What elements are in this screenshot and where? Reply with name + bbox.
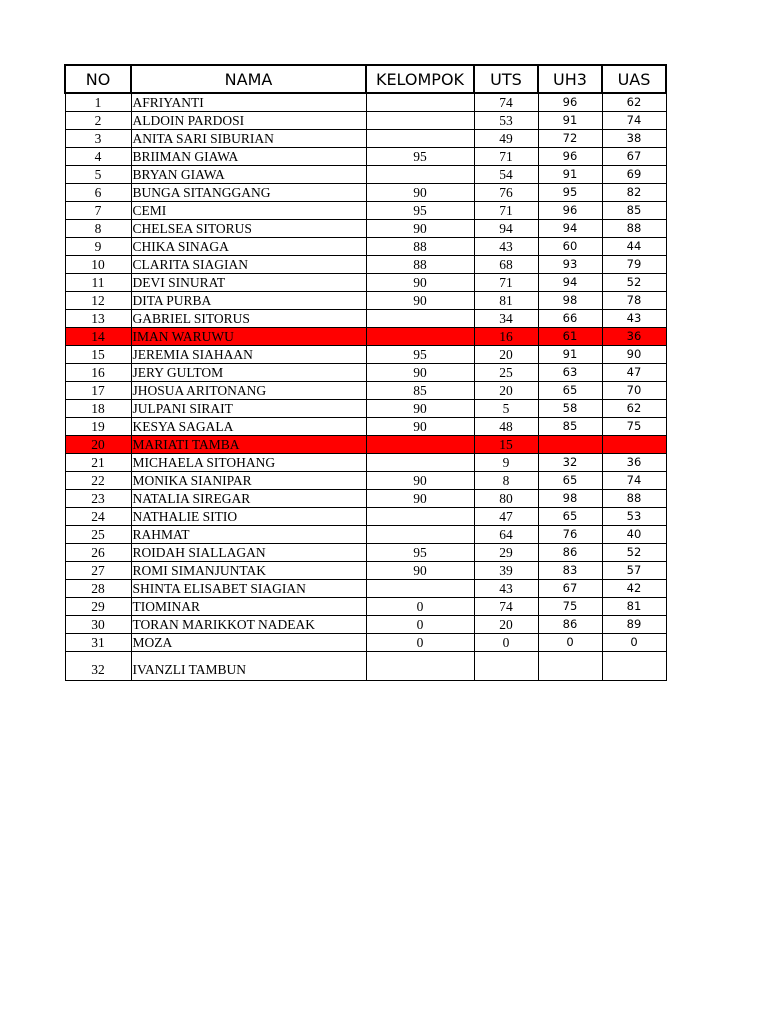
cell-uh3: 61 [538,328,602,346]
cell-uts: 74 [474,598,538,616]
cell-kelompok: 90 [366,472,474,490]
cell-nama: GABRIEL SITORUS [131,310,366,328]
cell-uas: 88 [602,220,666,238]
cell-nama: ROIDAH SIALLAGAN [131,544,366,562]
cell-uts: 49 [474,130,538,148]
cell-no: 20 [65,436,131,454]
cell-uts: 5 [474,400,538,418]
cell-nama: CHELSEA SITORUS [131,220,366,238]
cell-no: 30 [65,616,131,634]
cell-uts: 34 [474,310,538,328]
cell-kelompok: 90 [366,274,474,292]
cell-nama: IMAN WARUWU [131,328,366,346]
cell-nama: DITA PURBA [131,292,366,310]
table-row [65,616,666,634]
cell-uas: 90 [602,346,666,364]
table-row [65,580,666,598]
cell-no: 17 [65,382,131,400]
cell-no: 3 [65,130,131,148]
cell-uas: 52 [602,544,666,562]
cell-uts: 71 [474,148,538,166]
cell-uts: 43 [474,580,538,598]
cell-nama: MONIKA SIANIPAR [131,472,366,490]
cell-kelompok [366,580,474,598]
cell-uh3: 98 [538,292,602,310]
cell-nama: ANITA SARI SIBURIAN [131,130,366,148]
cell-kelompok: 90 [366,364,474,382]
cell-uas: 85 [602,202,666,220]
table-row [65,526,666,544]
cell-no: 16 [65,364,131,382]
cell-nama: SHINTA ELISABET SIAGIAN [131,580,366,598]
cell-nama: AFRIYANTI [131,93,366,112]
cell-no: 32 [65,652,131,681]
cell-nama: NATALIA SIREGAR [131,490,366,508]
cell-kelompok [366,526,474,544]
table-header [65,65,666,93]
cell-uh3 [538,652,602,681]
cell-no: 29 [65,598,131,616]
cell-no: 2 [65,112,131,130]
table-row [65,382,666,400]
cell-kelompok: 95 [366,346,474,364]
cell-no: 10 [65,256,131,274]
cell-uh3: 65 [538,472,602,490]
cell-uh3: 65 [538,382,602,400]
table-row [65,652,666,681]
cell-uts: 15 [474,436,538,454]
cell-uts: 39 [474,562,538,580]
cell-no: 13 [65,310,131,328]
cell-no: 1 [65,93,131,112]
cell-no: 25 [65,526,131,544]
cell-kelompok: 85 [366,382,474,400]
cell-uh3: 66 [538,310,602,328]
cell-uh3: 91 [538,346,602,364]
cell-kelompok: 95 [366,202,474,220]
cell-uts: 71 [474,274,538,292]
cell-uh3: 75 [538,598,602,616]
cell-uts: 25 [474,364,538,382]
cell-nama: BUNGA SITANGGANG [131,184,366,202]
table-row [65,418,666,436]
cell-uts: 8 [474,472,538,490]
cell-nama: IVANZLI TAMBUN [131,652,366,681]
cell-uh3: 96 [538,93,602,112]
header-uts: UTS [474,65,538,93]
table-row [65,454,666,472]
cell-uas: 62 [602,400,666,418]
table-row [65,436,666,454]
cell-kelompok: 90 [366,490,474,508]
cell-uh3: 76 [538,526,602,544]
cell-uas: 53 [602,508,666,526]
cell-nama: TORAN MARIKKOT NADEAK [131,616,366,634]
cell-uh3: 83 [538,562,602,580]
header-uh3: UH3 [538,65,602,93]
header-uas: UAS [602,65,666,93]
cell-uas: 78 [602,292,666,310]
cell-nama: ALDOIN PARDOSI [131,112,366,130]
cell-uh3: 94 [538,274,602,292]
cell-uh3: 91 [538,112,602,130]
cell-kelompok: 90 [366,184,474,202]
cell-uas: 38 [602,130,666,148]
cell-kelompok [366,652,474,681]
cell-kelompok [366,508,474,526]
cell-uh3: 93 [538,256,602,274]
cell-nama: KESYA SAGALA [131,418,366,436]
header-no: NO [65,65,131,93]
table-row [65,508,666,526]
table-body [65,93,666,681]
cell-nama: ROMI SIMANJUNTAK [131,562,366,580]
cell-no: 4 [65,148,131,166]
header-row [65,65,666,93]
cell-uas: 74 [602,472,666,490]
table-row [65,184,666,202]
cell-uts: 71 [474,202,538,220]
table-row [65,130,666,148]
cell-uts: 68 [474,256,538,274]
cell-kelompok [366,93,474,112]
cell-uas: 52 [602,274,666,292]
cell-uts: 76 [474,184,538,202]
table-row [65,328,666,346]
cell-kelompok [366,112,474,130]
cell-uh3: 32 [538,454,602,472]
cell-no: 27 [65,562,131,580]
cell-uas: 36 [602,454,666,472]
cell-no: 7 [65,202,131,220]
cell-uas: 81 [602,598,666,616]
cell-uas: 43 [602,310,666,328]
table-row [65,220,666,238]
table-row [65,148,666,166]
cell-uas: 70 [602,382,666,400]
table-row [65,544,666,562]
cell-no: 12 [65,292,131,310]
cell-no: 26 [65,544,131,562]
cell-nama: JULPANI SIRAIT [131,400,366,418]
cell-no: 5 [65,166,131,184]
cell-uts: 81 [474,292,538,310]
cell-nama: JEREMIA SIAHAAN [131,346,366,364]
cell-uts: 64 [474,526,538,544]
table-row [65,292,666,310]
cell-uh3: 58 [538,400,602,418]
cell-uts: 74 [474,93,538,112]
header-kelompok: KELOMPOK [366,65,474,93]
cell-nama: MOZA [131,634,366,652]
cell-uts: 20 [474,346,538,364]
cell-no: 14 [65,328,131,346]
cell-no: 22 [65,472,131,490]
cell-nama: CEMI [131,202,366,220]
cell-kelompok: 95 [366,148,474,166]
cell-kelompok [366,310,474,328]
cell-nama: NATHALIE SITIO [131,508,366,526]
cell-kelompok: 90 [366,220,474,238]
cell-uh3 [538,436,602,454]
table-row [65,166,666,184]
cell-no: 6 [65,184,131,202]
cell-nama: JERY GULTOM [131,364,366,382]
table-row [65,202,666,220]
cell-kelompok: 90 [366,562,474,580]
table-row [65,490,666,508]
cell-no: 21 [65,454,131,472]
cell-kelompok [366,166,474,184]
cell-kelompok: 88 [366,256,474,274]
table-row [65,310,666,328]
cell-uts: 43 [474,238,538,256]
cell-kelompok: 90 [366,418,474,436]
cell-uh3: 95 [538,184,602,202]
cell-uh3: 96 [538,202,602,220]
cell-uh3: 86 [538,616,602,634]
header-nama: NAMA [131,65,366,93]
cell-uas: 69 [602,166,666,184]
cell-uh3: 85 [538,418,602,436]
table-row [65,472,666,490]
cell-uas [602,652,666,681]
cell-uas: 79 [602,256,666,274]
table-row [65,346,666,364]
cell-kelompok: 0 [366,616,474,634]
cell-uts: 29 [474,544,538,562]
cell-uh3: 91 [538,166,602,184]
cell-uas: 74 [602,112,666,130]
cell-uh3: 65 [538,508,602,526]
cell-no: 19 [65,418,131,436]
cell-kelompok [366,130,474,148]
cell-no: 8 [65,220,131,238]
cell-uas: 42 [602,580,666,598]
cell-no: 18 [65,400,131,418]
cell-no: 31 [65,634,131,652]
cell-uh3: 63 [538,364,602,382]
cell-nama: CLARITA SIAGIAN [131,256,366,274]
cell-uh3: 98 [538,490,602,508]
cell-no: 11 [65,274,131,292]
cell-uas: 62 [602,93,666,112]
cell-no: 23 [65,490,131,508]
cell-uas: 36 [602,328,666,346]
cell-nama: MARIATI TAMBA [131,436,366,454]
cell-uas: 67 [602,148,666,166]
cell-uas: 75 [602,418,666,436]
table-row [65,400,666,418]
cell-uts: 20 [474,616,538,634]
cell-no: 28 [65,580,131,598]
cell-no: 15 [65,346,131,364]
cell-uts: 53 [474,112,538,130]
cell-uas: 88 [602,490,666,508]
cell-uts: 0 [474,634,538,652]
cell-kelompok: 88 [366,238,474,256]
cell-kelompok [366,454,474,472]
table-row [65,364,666,382]
cell-no: 24 [65,508,131,526]
table-row [65,562,666,580]
table-row [65,112,666,130]
cell-uts: 48 [474,418,538,436]
cell-kelompok: 0 [366,634,474,652]
cell-kelompok [366,436,474,454]
cell-uh3: 0 [538,634,602,652]
cell-uas: 57 [602,562,666,580]
cell-uas: 89 [602,616,666,634]
cell-uts: 9 [474,454,538,472]
cell-nama: RAHMAT [131,526,366,544]
cell-uts [474,652,538,681]
cell-nama: BRIIMAN GIAWA [131,148,366,166]
cell-uas: 82 [602,184,666,202]
cell-uas: 47 [602,364,666,382]
cell-uts: 54 [474,166,538,184]
cell-uts: 80 [474,490,538,508]
cell-nama: CHIKA SINAGA [131,238,366,256]
table-row [65,93,666,112]
cell-uas: 0 [602,634,666,652]
table-row [65,274,666,292]
cell-uh3: 86 [538,544,602,562]
cell-uh3: 60 [538,238,602,256]
cell-uas [602,436,666,454]
cell-uts: 20 [474,382,538,400]
cell-nama: JHOSUA ARITONANG [131,382,366,400]
cell-kelompok: 0 [366,598,474,616]
cell-uas: 44 [602,238,666,256]
cell-nama: DEVI SINURAT [131,274,366,292]
grade-table [64,64,667,681]
cell-kelompok: 90 [366,400,474,418]
table-row [65,256,666,274]
cell-uas: 40 [602,526,666,544]
table-row [65,634,666,652]
cell-uh3: 94 [538,220,602,238]
cell-uh3: 72 [538,130,602,148]
table-row [65,598,666,616]
cell-uh3: 96 [538,148,602,166]
cell-nama: TIOMINAR [131,598,366,616]
cell-nama: BRYAN GIAWA [131,166,366,184]
cell-nama: MICHAELA SITOHANG [131,454,366,472]
cell-uts: 16 [474,328,538,346]
table-row [65,238,666,256]
cell-kelompok [366,328,474,346]
cell-uh3: 67 [538,580,602,598]
cell-kelompok: 95 [366,544,474,562]
cell-no: 9 [65,238,131,256]
cell-kelompok: 90 [366,292,474,310]
cell-uts: 47 [474,508,538,526]
cell-uts: 94 [474,220,538,238]
